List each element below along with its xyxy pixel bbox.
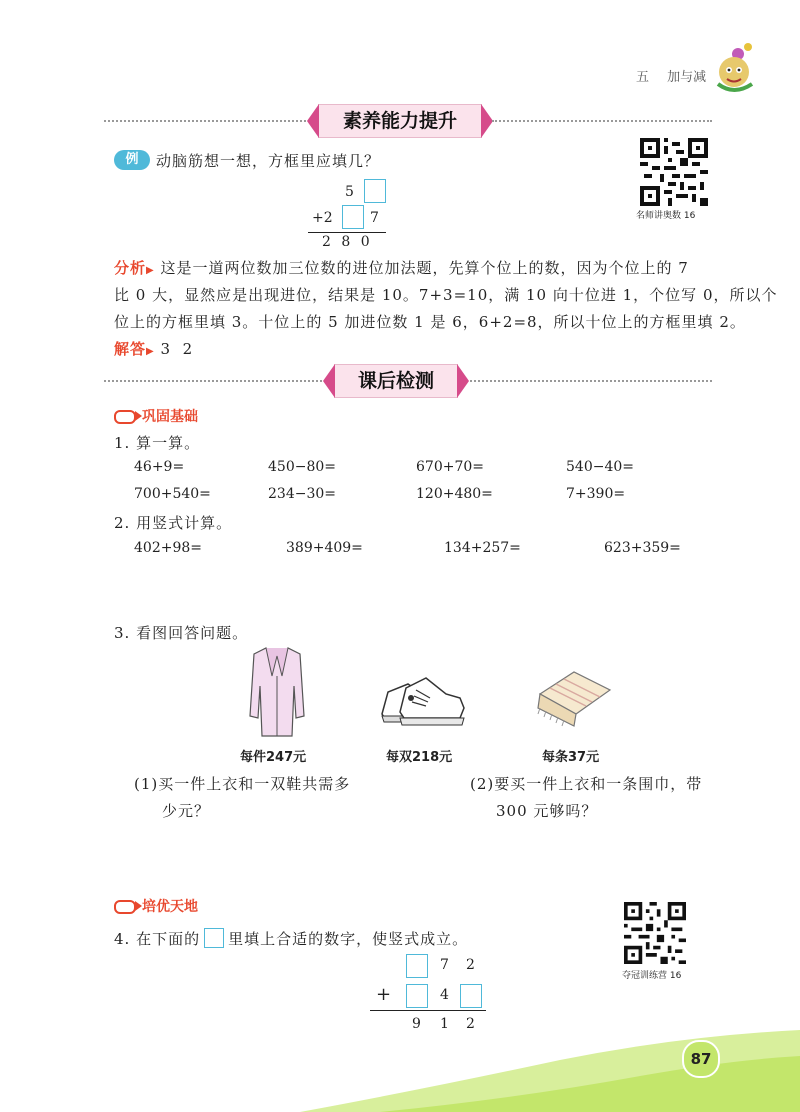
arrow-icon	[114, 410, 136, 424]
q4-result-digit: 2	[466, 1016, 475, 1032]
sub-question-2-line2: 300 元够吗？	[496, 802, 598, 820]
question-4-pre: 4. 在下面的	[114, 930, 201, 948]
sub-question-1-line2: 少元？	[162, 802, 211, 820]
analysis-line-3: 位上的方框里填 3。十位上的 5 加进位数 1 是 6，6+2=8，所以十位上的方框里填 2。	[114, 313, 746, 331]
answer-text: 3 2	[160, 340, 194, 358]
calc-item: 700+540=	[134, 486, 211, 502]
example-result: 2 8 0	[322, 234, 373, 250]
calc-item: 670+70=	[416, 459, 484, 475]
mascot-icon	[712, 40, 756, 94]
vertical-calc-item: 389+409=	[286, 540, 363, 556]
chapter-title: 加与减	[667, 70, 707, 85]
calc-item: 450−80=	[268, 459, 336, 475]
page-number: 87	[690, 1050, 712, 1068]
analysis-label: 分析	[114, 259, 147, 277]
footer-wave	[0, 1000, 800, 1112]
divider-left	[104, 120, 318, 122]
qr-caption-2: 夺冠训练营 16	[622, 971, 682, 981]
calc-item: 234−30=	[268, 486, 336, 502]
vertical-calc-item: 134+257=	[444, 540, 521, 556]
example-row2-prefix: +2	[312, 210, 333, 226]
vertical-calc-item: 623+359=	[604, 540, 681, 556]
basics-heading-label: 巩固基础	[142, 409, 198, 425]
section-banner-test: 课后检测	[334, 364, 458, 398]
chapter-number: 五	[636, 70, 650, 85]
calc-item: 7+390=	[566, 486, 626, 502]
divider-right-2	[470, 380, 712, 382]
question-1: 1. 算一算。	[114, 434, 201, 452]
question-4	[114, 928, 468, 949]
advanced-heading	[114, 896, 198, 916]
arrow-icon	[114, 900, 136, 914]
question-3: 3. 看图回答问题。	[114, 624, 249, 642]
example-row1-digit: 5	[345, 184, 354, 200]
basics-heading	[114, 406, 198, 426]
q4-plus-sign: +	[376, 984, 392, 1005]
price-scarf: 每条37元	[542, 750, 600, 765]
sneakers-image	[378, 668, 468, 728]
section-banner-literacy: 素养能力提升	[318, 104, 482, 138]
analysis-line-2: 比 0 大，显然应是出现进位，结果是 10。7+3=10，满 10 向十位进 1，个位写 0，所以个	[114, 286, 778, 304]
price-coat: 每件247元	[240, 750, 307, 765]
calc-item: 120+480=	[416, 486, 493, 502]
sub-question-1-line1: (1)买一件上衣和一双鞋共需多	[134, 775, 351, 793]
divider-right	[492, 120, 712, 122]
answer-line: 解答▶ 3 2	[114, 340, 194, 358]
question-4-post: 里填上合适的数字，使竖式成立。	[228, 930, 469, 948]
scarf-image	[530, 664, 616, 728]
q4-row2-digit: 4	[440, 987, 449, 1003]
q4-result-digit: 9	[412, 1016, 421, 1032]
example-row2-suffix: 7	[370, 210, 379, 226]
advanced-heading-label: 培优天地	[142, 899, 198, 915]
price-shoes: 每双218元	[386, 750, 453, 765]
divider-left-2	[104, 380, 322, 382]
calc-item: 46+9=	[134, 459, 185, 475]
example-question: 动脑筋想一想，方框里应填几？	[156, 152, 381, 170]
example-tag-label: 例	[125, 152, 139, 167]
qr-code-icon	[640, 138, 708, 206]
vertical-calc-item: 402+98=	[134, 540, 202, 556]
qr-caption-1: 名师讲奥数 16	[636, 211, 696, 221]
calc-item: 540−40=	[566, 459, 634, 475]
qr-code-icon	[624, 902, 686, 964]
q4-box-row1-hundreds[interactable]	[406, 954, 428, 978]
example-tag	[114, 150, 150, 170]
coat-image	[248, 646, 306, 738]
example-sum-line	[308, 232, 386, 233]
sub-question-2-line1: (2)要买一件上衣和一条围巾，带	[470, 775, 703, 793]
question-2: 2. 用竖式计算。	[114, 514, 233, 532]
answer-label: 解答	[114, 340, 147, 358]
answer-box-ones[interactable]	[364, 179, 386, 203]
page-number-badge	[682, 1040, 720, 1078]
blank-box-sample	[204, 928, 224, 948]
answer-box-tens[interactable]	[342, 205, 364, 229]
analysis-line-1: 分析▶ 这是一道两位数加三位数的进位加法题，先算个位上的数，因为个位上的 7	[114, 259, 689, 277]
chapter-header	[636, 66, 706, 85]
analysis-text-1: 这是一道两位数加三位数的进位加法题，先算个位上的数，因为个位上的 7	[160, 259, 689, 277]
q4-row1-digit: 7	[440, 957, 449, 973]
q4-row1-digit: 2	[466, 957, 475, 973]
q4-result-digit: 1	[440, 1016, 449, 1032]
